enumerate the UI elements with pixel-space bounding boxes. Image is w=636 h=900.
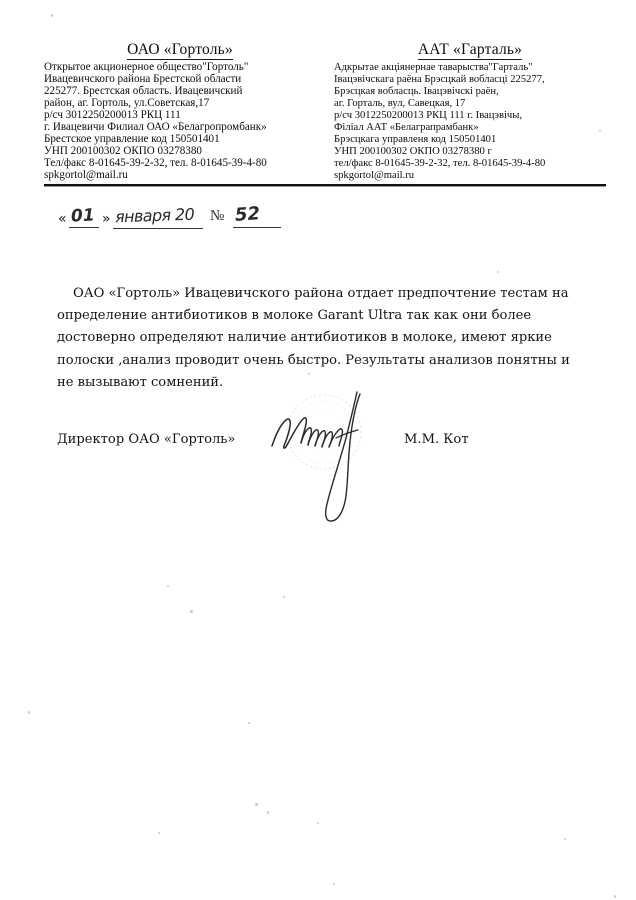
detail-line-email: spkgortol@mail.ru [334,169,415,181]
detail-line: аг. Горталь, вул, Савецкая, 17 [334,98,466,110]
letterhead-column-belarusian [328,40,606,181]
letterhead-column-russian [44,40,316,181]
detail-line: Івацэвічскага раёна Брэсцкай вобласці 225277, [334,74,545,86]
detail-line: тел/факс 8-01645-39-2-32, тел. 8-01645-39-4-80 [334,157,546,169]
date-month-underline [113,228,203,229]
detail-line: Открытое акционерное общество"Гортоль" [44,61,249,74]
detail-line: г. Ивацевичи Филиал ОАО «Белагропромбанк» [44,120,267,133]
detail-line: УНП 200100302 ОКПО 03278380 г [334,145,492,157]
detail-line: Адкрытае акціянернае таварыства"Гарталь" [334,62,533,74]
date-day-underline [69,227,99,228]
detail-line: Брестское управление код 150501401 [44,132,220,145]
letter-body-paragraph: ОАО «Гортоль» Ивацевичского района отдает предпочтение тестам на определение антибиотиков в молоке Garant Ultra так как они более достоверно определяют наличие антибиотиков в молоке, имеют яркие полоски ,анализ проводит очень быстро. Результаты анализов понятны и не вызывают сомнений. [57,286,570,390]
detail-line: р/сч 3012250200013 РКЦ 111 г. Івацэвічы, [334,110,523,121]
detail-line: Брэсцкая вобласць. Івацэвічскі раён, [334,86,499,98]
company-title-russian: ОАО «Гортоль» [127,41,233,58]
detail-line: Ивацевичского района Брестской области [44,73,242,86]
company-details-belarusian [334,62,606,181]
detail-line: УНП 200100302 ОКПО 03278380 [44,144,202,157]
scan-speck [28,711,30,714]
signatory-name: М.М. Кот [404,432,469,447]
detail-line: Брэсцкага управленя код 150501401 [334,133,497,145]
date-reference-line [58,200,298,244]
scan-speck [497,271,499,273]
scan-speck [283,596,285,598]
signatory-title: Директор ОАО «Гортоль» [57,432,236,447]
scan-speck [190,610,193,613]
scan-speck [564,838,566,840]
date-quote-open: « [58,211,67,227]
scan-speck [267,811,269,814]
date-month-handwritten: января 20 [114,204,195,227]
scan-speck [614,895,616,898]
reference-number-underline [233,227,281,228]
letterhead [44,40,606,181]
detail-line: Тел/факс 8-01645-39-2-32, тел. 8-01645-39-4-80 [44,156,267,169]
signature-graphic [262,388,412,538]
company-details-russian [44,62,316,181]
detail-line: Філіал ААТ «Белаграпрамбанк» [334,121,479,133]
reference-number-label: № [210,208,225,224]
signature-block [57,432,477,456]
letterhead-divider [44,184,606,186]
company-title-belarusian: ААТ «Гарталь» [417,41,523,58]
reference-number-handwritten: 52 [234,203,261,226]
date-quote-close: » [102,211,111,227]
handwritten-signature-ink [272,392,360,521]
scan-speck [158,832,160,834]
scan-speck [317,822,319,824]
scan-speck [333,883,335,885]
scan-speck [167,585,169,587]
detail-line-email: spkgortol@mail.ru [44,168,128,181]
detail-line: район, аг. Гортоль, ул.Советская,17 [44,97,210,110]
detail-line: 225277. Брестская область. Ивацевичский [44,85,243,98]
scan-speck [248,722,250,724]
date-day-handwritten: 01 [70,205,96,227]
scan-speck [255,803,258,806]
scan-speck [51,14,53,17]
detail-line: р/сч 3012250200013 РКЦ 111 [44,109,181,121]
